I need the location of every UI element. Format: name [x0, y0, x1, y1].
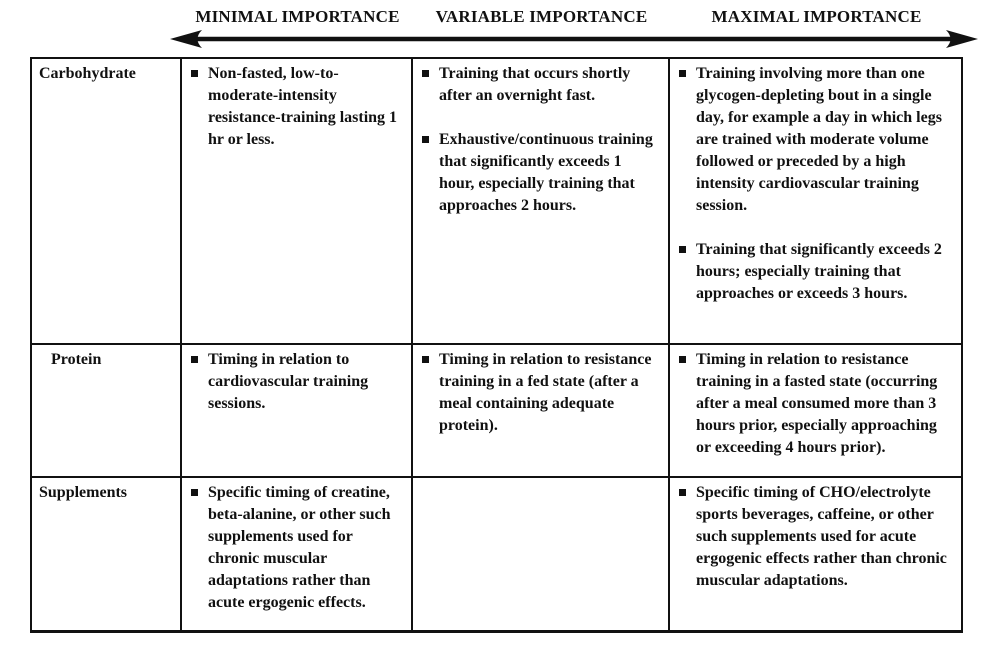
cell-supplements-minimal [182, 478, 413, 630]
nutrient-timing-importance-table [30, 57, 963, 633]
table-row-carbohydrate [32, 59, 961, 345]
cell-carbohydrate-minimal [182, 59, 413, 343]
column-header-minimal: MINIMAL IMPORTANCE [195, 7, 400, 26]
cell-supplements-variable [413, 478, 670, 630]
bullet-item: Non-fasted, low-to-moderate-intensity resistance-training lasting 1 hr or less. [182, 63, 411, 151]
row-label-carbohydrate: Carbohydrate [32, 59, 182, 343]
cell-protein-variable [413, 345, 670, 476]
bullet-item: Training that significantly exceeds 2 hours; especially training that approaches or exceeds 3 hours. [670, 239, 961, 305]
square-bullet-icon [679, 246, 686, 253]
column-header-maximal: MAXIMAL IMPORTANCE [711, 7, 922, 26]
square-bullet-icon [679, 70, 686, 77]
row-label-protein: Protein [32, 345, 182, 476]
table-row-supplements [32, 478, 961, 630]
bullet-item: Specific timing of CHO/electrolyte sports beverages, caffeine, or other such supplements used for acute ergogenic effects rather than chronic muscular adaptations. [670, 482, 961, 592]
table-row-protein [32, 345, 961, 478]
importance-axis-header [0, 0, 999, 57]
square-bullet-icon [422, 356, 429, 363]
square-bullet-icon [191, 356, 198, 363]
cell-protein-minimal [182, 345, 413, 476]
importance-column-headers [32, 0, 963, 27]
cell-carbohydrate-variable [413, 59, 670, 343]
cell-protein-maximal [670, 345, 961, 476]
cell-supplements-maximal [670, 478, 961, 630]
square-bullet-icon [191, 70, 198, 77]
column-header-variable: VARIABLE IMPORTANCE [435, 7, 648, 26]
bullet-item: Specific timing of creatine, beta-alanine, or other such supplements used for chronic muscular adaptations rather than acute ergogenic effects. [182, 482, 411, 614]
square-bullet-icon [422, 70, 429, 77]
bullet-item: Timing in relation to resistance training in a fed state (after a meal containing adequate protein). [413, 349, 668, 437]
bullet-item: Training that occurs shortly after an overnight fast. [413, 63, 668, 107]
bullet-item: Training involving more than one glycogen-depleting bout in a single day, for example a day in which legs are trained with moderate volume followed or preceded by a high intensity cardiovascular training session. [670, 63, 961, 217]
bullet-item: Exhaustive/continuous training that significantly exceeds 1 hour, especially training that approaches 2 hours. [413, 129, 668, 217]
bullet-item: Timing in relation to resistance training in a fasted state (occurring after a meal consumed more than 3 hours prior, especially approaching or exceeding 4 hours prior). [670, 349, 961, 459]
cell-carbohydrate-maximal [670, 59, 961, 343]
bullet-item: Timing in relation to cardiovascular training sessions. [182, 349, 411, 415]
double-headed-arrow-icon [168, 29, 980, 49]
square-bullet-icon [679, 356, 686, 363]
square-bullet-icon [422, 136, 429, 143]
square-bullet-icon [191, 489, 198, 496]
row-label-supplements: Supplements [32, 478, 182, 630]
square-bullet-icon [679, 489, 686, 496]
